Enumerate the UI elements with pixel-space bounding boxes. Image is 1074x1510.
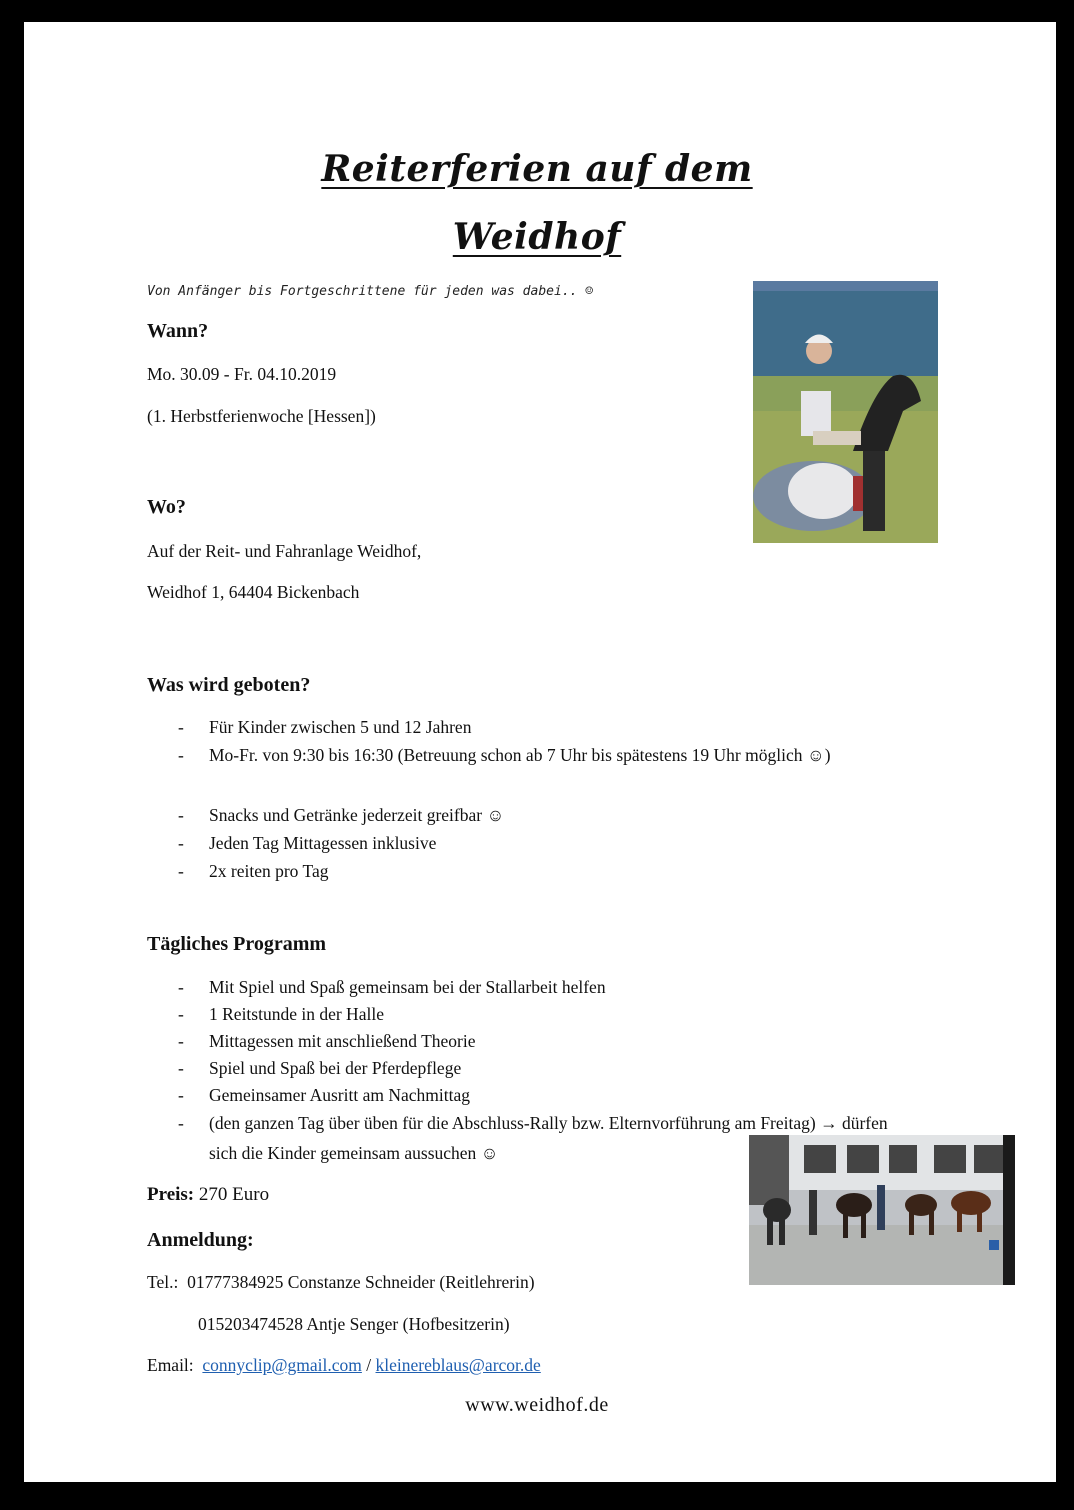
geboten-item bbox=[178, 800, 898, 830]
programm-item bbox=[178, 999, 898, 1029]
geboten-item-text: 2x reiten pro Tag bbox=[209, 861, 329, 881]
ponies-photo bbox=[749, 1135, 1015, 1285]
website: www.weidhof.de bbox=[465, 1394, 609, 1416]
geboten-item bbox=[178, 712, 898, 742]
bullet-dash: - bbox=[178, 1058, 184, 1078]
programm-item bbox=[178, 1080, 898, 1110]
email-link-2[interactable]: kleinereblaus@arcor.de bbox=[375, 1355, 541, 1375]
geboten-item bbox=[178, 828, 898, 858]
wo-line-1: Auf der Reit- und Fahranlage Weidhof, bbox=[147, 541, 422, 561]
tel-line-1 bbox=[147, 1272, 535, 1293]
email-label: Email: bbox=[147, 1355, 194, 1375]
geboten-item bbox=[178, 856, 898, 886]
bullet-dash: - bbox=[178, 1031, 184, 1051]
preis-label: Preis: bbox=[147, 1184, 195, 1205]
email-line bbox=[147, 1355, 541, 1376]
programm-item bbox=[178, 1053, 898, 1083]
anmeldung-heading: Anmeldung: bbox=[147, 1229, 254, 1251]
wann-dates: Mo. 30.09 - Fr. 04.10.2019 bbox=[147, 364, 337, 384]
programm-item-text: 1 Reitstunde in der Halle bbox=[209, 1004, 384, 1024]
programm-item-text: Mittagessen mit anschließend Theorie bbox=[209, 1031, 476, 1051]
programm-item-text: Mit Spiel und Spaß gemeinsam bei der Stallarbeit helfen bbox=[209, 977, 606, 997]
bullet-dash: - bbox=[178, 833, 184, 853]
bullet-dash: - bbox=[178, 805, 184, 825]
programm-item bbox=[178, 972, 898, 1002]
preis-line bbox=[147, 1184, 269, 1206]
programm-item bbox=[178, 1026, 898, 1056]
programm-heading: Tägliches Programm bbox=[147, 933, 327, 955]
title-line-1: Reiterferien auf dem bbox=[321, 148, 753, 190]
email-link-1[interactable]: connyclip@gmail.com bbox=[202, 1355, 362, 1375]
tel-label: Tel.: bbox=[147, 1272, 179, 1292]
wann-note: (1. Herbstferienwoche [Hessen]) bbox=[147, 406, 376, 426]
tel-1: 01777384925 Constanze Schneider (Reitlehrerin) bbox=[187, 1272, 535, 1292]
wo-heading: Wo? bbox=[147, 496, 186, 518]
bullet-dash: - bbox=[178, 1113, 184, 1133]
bullet-dash: - bbox=[178, 977, 184, 997]
bullet-dash: - bbox=[178, 861, 184, 881]
programm-item-text: (den ganzen Tag über üben für die Abschluss-Rally bzw. Elternvorführung am Freitag) → dürfen sich die Kinder gemeinsam aussuchen ☺ bbox=[209, 1113, 888, 1163]
programm-item-text: Spiel und Spaß bei der Pferdepflege bbox=[209, 1058, 462, 1078]
rider-photo bbox=[753, 281, 938, 543]
wann-heading: Wann? bbox=[147, 320, 209, 342]
bullet-dash: - bbox=[178, 717, 184, 737]
bullet-dash: - bbox=[178, 1085, 184, 1105]
geboten-item bbox=[178, 740, 878, 770]
geboten-item-text: Jeden Tag Mittagessen inklusive bbox=[209, 833, 437, 853]
subtitle: Von Anfänger bis Fortgeschrittene für jeden was dabei.. ☺ bbox=[147, 284, 594, 299]
bullet-dash: - bbox=[178, 1004, 184, 1024]
geboten-item-text: Für Kinder zwischen 5 und 12 Jahren bbox=[209, 717, 472, 737]
geboten-item-text: Mo-Fr. von 9:30 bis 16:30 (Betreuung schon ab 7 Uhr bis spätestens 19 Uhr möglich ☺) bbox=[209, 745, 831, 765]
tel-2: 015203474528 Antje Senger (Hofbesitzerin) bbox=[198, 1314, 510, 1334]
geboten-item-text: Snacks und Getränke jederzeit greifbar ☺ bbox=[209, 805, 505, 825]
bullet-dash: - bbox=[178, 745, 184, 765]
email-separator: / bbox=[366, 1355, 372, 1375]
wo-line-2: Weidhof 1, 64404 Bickenbach bbox=[147, 582, 360, 602]
preis-value: 270 Euro bbox=[198, 1184, 270, 1205]
programm-item-text: Gemeinsamer Ausritt am Nachmittag bbox=[209, 1085, 470, 1105]
title-line-2: Weidhof bbox=[452, 216, 622, 258]
geboten-heading: Was wird geboten? bbox=[147, 674, 311, 696]
